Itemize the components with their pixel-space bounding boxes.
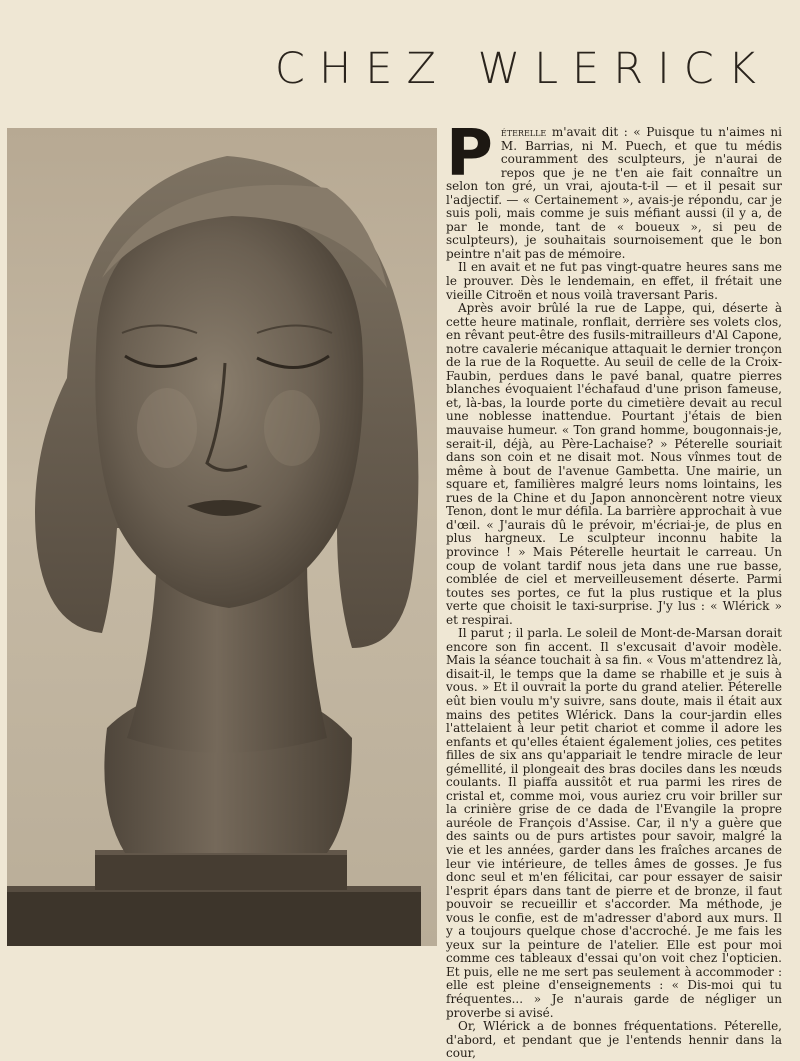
paragraph: Il parut ; il parla. Le soleil de Mont-de-Marsan dorait encore son fin accent. Il s'excusait d'avoir modèle. Mais la séance touchait à sa fin. « Vous m'attendrez là, disait-il, le temps que la dame se rhabille et je suis à vous. » Et il ouvrait la porte du grand atelier. Péterelle eût bien voulu m'y suivre, sans doute, mais il était aux mains des petites Wlérick. Dans la cour-jardin elles l'attelaient à leur petit chariot et comme il adore les enfants et qu'elles étaient également jolies, ces petites filles de six ans qu'appariait le tendre miracle de leur gémellité, il plongeait des bras dociles dans les nœuds coulants. Il piaffa aussitôt et rua parmi les rires de cristal et, comme moi, vous auriez cru voir briller sur la crinière grise de ce dada de l'Evangile la propre auréole de François d'Assise. Car, il n'y a guère que des saints ou de purs artistes pour savoir, malgré la vie et les années, garder dans les fraîches arcanes de leur vie intérieure, de telles âmes de gosses. Je fus donc seul et m'en félicitai, car pour essayer de saisir l'esprit épars dans tant de pierre et de bronze, il faut pouvoir se recueillir et s'accorder. Ma méthode, je vous le confie, est de m'adresser d'abord aux murs. Il y a toujours quelque chose d'accroché. Je me fais les yeux sur la peinture de l'atelier. Elle est pour moi comme ces tableaux d'essai qu'on voit chez l'opticien. Et puis, elle ne me sert pas seulement à accommoder : elle est pleine d'enseignements : « Dis-moi qui tu fréquentes... » Je n'aurais garde de négliger un proverbe si avisé. <box>446 626 782 1020</box>
paragraph-text: m'avait dit : « Puisque tu n'aimes ni M. Barrias, ni M. Puech, et que tu médis couramment des sculpteurs, je n'aurai de repos que je ne t'en aie fait connaître un selon ton gré, un vrai, ajouta-t-il — et il pesait sur l'adjectif. — « Certainement », avais-je répondu, car je suis poli, mais comme je suis méfiant aussi (il y a, de par le monde, tant de « boueux », si peu de sculpteurs), je souhaitais sournoisement que le bon peintre n'ait pas de mémoire. <box>446 125 782 261</box>
article-body <box>446 117 782 1061</box>
pedestal-top <box>95 850 347 890</box>
paragraph: Après avoir brûlé la rue de Lappe, qui, déserte à cette heure matinale, ronflait, derrière ses volets clos, en rêvant peut-être des fusils-mitrailleurs d'Al Capone, notre cavalerie mécanique attaquait le dernier tronçon de la rue de la Roquette. Au seuil de celle de la Croix-Faubin, perdues dans le pavé banal, quatre pierres blanches évoquaient l'échafaud d'une prison fameuse, et, là-bas, la lourde porte du cimetière devait au recul une noblesse inattendue. Pourtant j'étais de bien mauvaise humeur. « Ton grand homme, bougonnais-je, serait-il, déjà, au Père-Lachaise? » Péterelle souriait dans son coin et ne disait mot. Nous vînmes tout de même à bout de l'avenue Gambetta. Une mairie, un square et, familières malgré leurs noms lointains, les rues de la Chine et du Japon annoncèrent notre vieux Tenon, dont le mur défila. La barrière approchait à vue d'œil. « J'aurais dû le prévoir, m'écriai-je, de plus en plus hargneux. Le sculpteur inconnu habite la province ! » Mais Péterelle heurtait le carreau. Un coup de volant tardif nous jeta dans une rue basse, comblée de ciel et merveilleusement déserte. Parmi toutes ses portes, ce fut la plus rustique et la plus verte que choisit le taxi-surprise. J'y lus : « Wlérick » et respirai. <box>446 301 782 627</box>
paragraph: Il en avait et ne fut pas vingt-quatre heures sans me le prouver. Dès le lendemain, en effet, il frétait une vieille Citroën et nous voilà traversant Paris. <box>446 260 782 302</box>
bust-illustration <box>7 128 437 946</box>
paragraph: Or, Wlérick a de bonnes fréquentations. Péterelle, d'abord, et pendant que je l'entends hennir dans la cour, <box>446 1019 782 1061</box>
pedestal-base <box>7 886 421 946</box>
lead-word: éterelle <box>500 125 547 139</box>
sculpture-photo <box>7 128 437 946</box>
paragraph <box>446 117 782 261</box>
drop-cap: P <box>446 117 493 191</box>
page-title: CHEZ WLERICK <box>274 44 770 94</box>
